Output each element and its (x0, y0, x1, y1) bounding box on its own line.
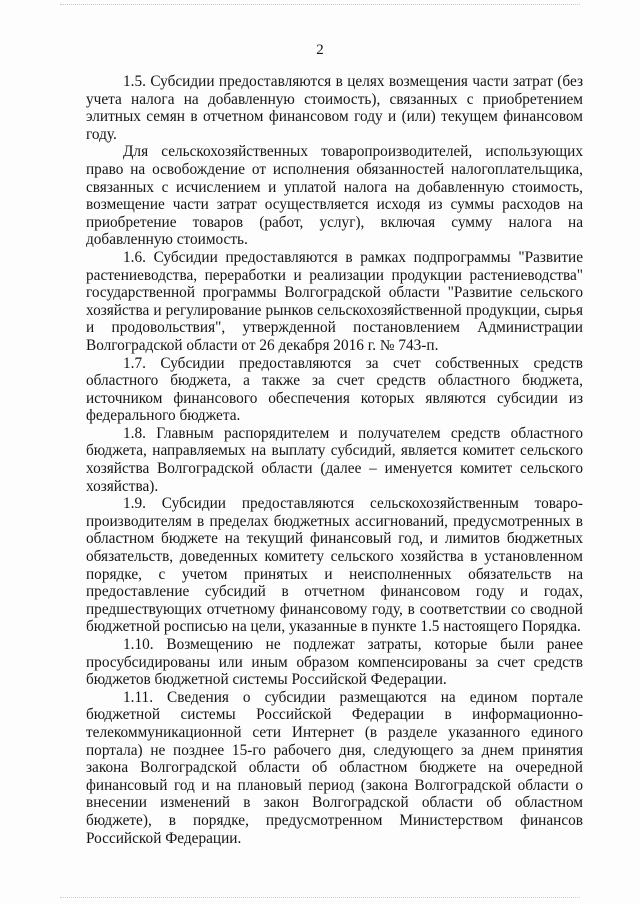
page-number: 2 (316, 42, 324, 58)
paragraph-1-9: 1.9. Субсидии предоставляются сельскохозяйственным товаро-производителям в пределах бюджетных ассигнований, предусмотренных в областном бюджете на текущий финансовый год, и лимитов бюджетных обязательств, доведенных комитету сельского хозяйства в установленном порядке, с учетом принятых и неисполненных обязательств на предоставление субсидий в отчетном финансовом году и годах, предшествующих отчетному финансовому году, в соответствии со сводной бюджетной росписью на цели, указанные в пункте 1.5 настоящего Порядка. (86, 495, 583, 636)
paragraph-1-10: 1.10. Возмещению не подлежат затраты, которые были ранее просубсидированы или иным образом компенсированы за счет средств бюджетов бюджетной системы Российской Федерации. (86, 636, 583, 689)
paragraph-1-6: 1.6. Субсидии предоставляются в рамках подпрограммы "Развитие растениеводства, переработки и реализации продукции растениеводства" государственной программы Волгоградской области "Развитие сельского хозяйства и регулирование рынков сельскохозяйственной продукции, сырья и продовольствия", утвержденной постановлением Администрации Волгоградской области от 26 декабря 2016 г. № 743-п. (86, 248, 583, 354)
paragraph-vat-exemption: Для сельскохозяйственных товаропроизводителей, использующих право на освобождение от исполнения обязанностей налогоплательщика, связанных с исчислением и уплатой налога на добавленную стоимость, возмещение части затрат осуществляется исходя из суммы расходов на приобретение товаров (работ, услуг), включая сумму налога на добавленную стоимость. (86, 143, 583, 249)
scan-edge-top (60, 4, 580, 5)
scan-edge-bottom (60, 897, 580, 898)
paragraph-1-8: 1.8. Главным распорядителем и получателем средств областного бюджета, направляемых на выплату субсидий, является комитет сельского хозяйства Волгоградской области (далее – именуется комитет сельского хозяйства). (86, 424, 583, 495)
document-body (86, 73, 583, 847)
paragraph-1-11: 1.11. Сведения о субсидии размещаются на едином портале бюджетной системы Российской Федерации в информационно-телекоммуникационной сети Интернет (в разделе указанного единого портала) не позднее 15-го рабочего дня, следующего за днем принятия закона Волгоградской области об областном бюджете на очередной финансовый год и на плановый период (закона Волгоградской области о внесении изменений в закон Волгоградской области об областном бюджете), в порядке, предусмотренном Министерством финансов Российской Федерации. (86, 688, 583, 847)
paragraph-1-7: 1.7. Субсидии предоставляются за счет собственных средств областного бюджета, а также за счет средств областного бюджета, источником финансового обеспечения которых являются субсидии из федерального бюджета. (86, 354, 583, 425)
paragraph-1-5: 1.5. Субсидии предоставляются в целях возмещения части затрат (без учета налога на добавленную стоимость), связанных с приобретением элитных семян в отчетном финансовом году и (или) текущем финансовом году. (86, 73, 583, 143)
